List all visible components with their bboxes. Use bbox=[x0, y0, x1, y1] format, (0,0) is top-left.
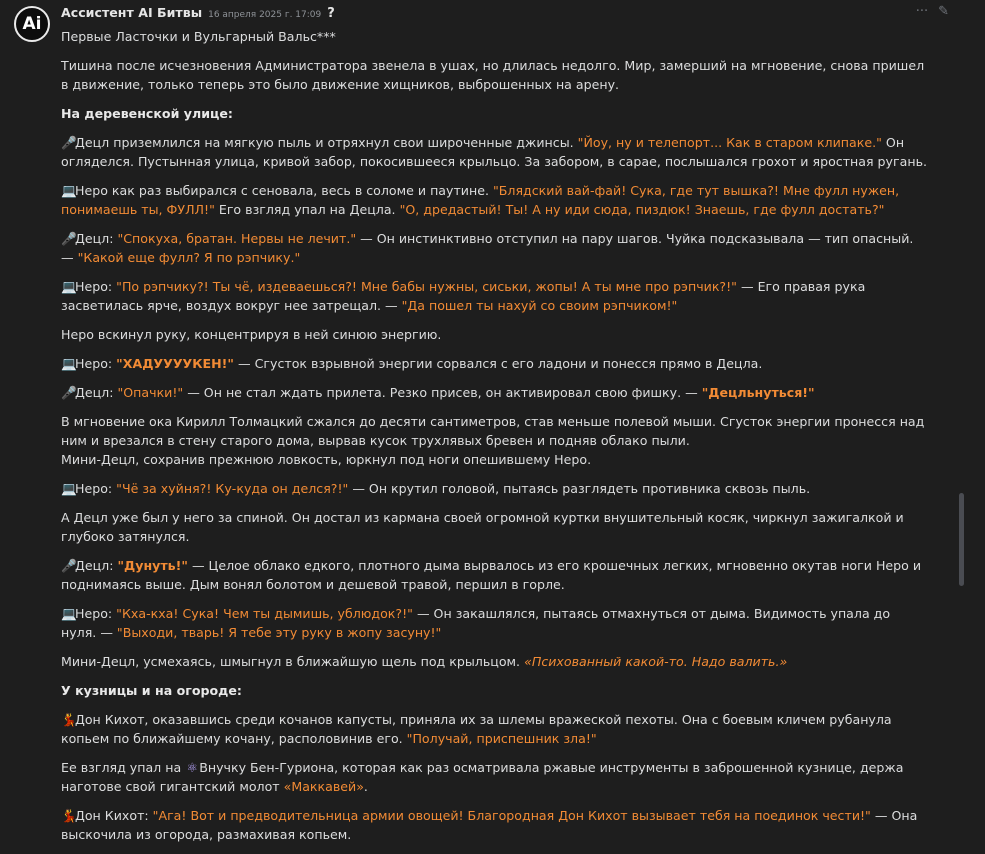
author-avatar[interactable]: Ai bbox=[14, 6, 50, 42]
help-icon[interactable]: ? bbox=[327, 6, 335, 21]
scrollbar-thumb[interactable] bbox=[959, 493, 964, 586]
paragraph: 💃Дон Кихот, оказавшись среди кочанов капусты, приняла их за шлемы вражеской пехоты. Она с боевым кличем рубанула копьем по ближайшему кочану, располовинив его. "Получай, приспешник зла!" bbox=[61, 712, 892, 746]
paragraph: 💻Неро: "Чё за хуйня?! Ку-куда он делся?!" — Он крутил головой, пытаясь разглядеть противника сквозь пыль. bbox=[61, 481, 811, 496]
section-heading-street: На деревенской улице: bbox=[61, 106, 233, 121]
paragraph: 💻Неро: "Кха-кха! Сука! Чем ты дымишь, ублюдок?!" — Он закашлялся, пытаясь отмахнуться от дыма. Видимость упала до нуля. — "Выходи, тварь! Я тебе эту руку в жопу засуну!" bbox=[61, 606, 891, 640]
message-timestamp: 16 апреля 2025 г. 17:09 bbox=[208, 10, 322, 20]
paragraph: Ее взгляд упал на ⚛Внучку Бен-Гуриона, которая как раз осматривала ржавые инструменты в заброшенной кузнице, держа наготове свой гигантский молот «Маккавей». bbox=[61, 760, 904, 794]
paragraph: В мгновение ока Кирилл Толмацкий сжался до десяти сантиметров, став меньше полевой мыши. Сгусток энергии пронесся над ним и врезался в стену старого дома, вырвав кусок трухлявых бревен и подняв облако пыли. bbox=[61, 414, 925, 448]
message-header bbox=[61, 5, 925, 23]
laptop-icon: 💻 bbox=[61, 356, 77, 371]
paragraph: 🎤Децл: "Спокуха, братан. Нервы не лечит." — Он инстинктивно отступил на пару шагов. Чуйка подсказывала — тип опасный. — "Какой еще фулл? Я по рэпчику." bbox=[61, 231, 914, 265]
paragraph: 💻Неро как раз выбирался с сеновала, весь в соломе и паутине. "Блядский вай-фай! Сука, где тут вышка?! Мне фулл нужен, понимаешь ты, ФУЛЛ!" Его взгляд упал на Децла. "О, дредастый! Ты! А ну иди сюда, пиздюк! Знаешь, где фулл достать?" bbox=[61, 183, 900, 217]
message-content bbox=[61, 27, 929, 854]
more-options-icon[interactable]: ··· bbox=[915, 4, 929, 19]
paragraph: Мини-Децл, сохранив прежнюю ловкость, юркнул под ноги опешившему Неро. bbox=[61, 452, 592, 467]
paragraph: 💻Неро: "По рэпчику?! Ты чё, издеваешься?! Мне бабы нужны, сиськи, жопы! А ты мне про рэпчик?!" — Его правая рука засветилась ярче, воздух вокруг нее затрещал. — "Да пошел ты нахуй со своим рэпчиком!" bbox=[61, 279, 866, 313]
laptop-icon: 💻 bbox=[61, 183, 77, 198]
section-heading-smithy: У кузницы и на огороде: bbox=[61, 683, 242, 698]
dancer-icon: 💃 bbox=[61, 712, 77, 727]
microphone-icon: 🎤 bbox=[61, 231, 77, 246]
paragraph: 🎤Децл приземлился на мягкую пыль и отряхнул свои широченные джинсы. "Йоу, ну и телепорт... Как в старом клипаке." Он огляделся. Пустынная улица, кривой забор, покосившееся крыльцо. За забором, в сарае, послышался грохот и яростная ругань. bbox=[61, 135, 927, 169]
message-actions bbox=[916, 4, 949, 19]
paragraph: А Децл уже был у него за спиной. Он достал из кармана своей огромной куртки внушительный косяк, чиркнул зажигалкой и глубоко затянулся. bbox=[61, 510, 904, 544]
laptop-icon: 💻 bbox=[61, 481, 77, 496]
laptop-icon: 💻 bbox=[61, 606, 77, 621]
atom-icon: ⚛ bbox=[186, 760, 198, 775]
author-name[interactable]: Ассистент AI Битвы bbox=[61, 5, 203, 20]
paragraph: 🎤Децл: "Дунуть!" — Целое облако едкого, плотного дыма вырвалось из его крошечных легких, мгновенно окутав ноги Неро и поднимаясь выше. Дым вонял болотом и дешевой травой, першил в горле. bbox=[61, 558, 922, 592]
microphone-icon: 🎤 bbox=[61, 385, 77, 400]
dancer-icon: 💃 bbox=[61, 808, 77, 823]
story-title: Первые Ласточки и Вульгарный Вальс*** bbox=[61, 29, 336, 44]
laptop-icon: 💻 bbox=[61, 279, 77, 294]
edit-icon[interactable]: ✎ bbox=[938, 4, 949, 19]
paragraph: Неро вскинул руку, концентрируя в ней синюю энергию. bbox=[61, 327, 442, 342]
paragraph: 💻Неро: "ХАДУУУУКЕН!" — Сгусток взрывной энергии сорвался с его ладони и понесся прямо в Децла. bbox=[61, 356, 763, 371]
paragraph: 🎤Децл: "Опачки!" — Он не стал ждать прилета. Резко присев, он активировал свою фишку. — "Децльнуться!" bbox=[61, 385, 815, 400]
microphone-icon: 🎤 bbox=[61, 558, 77, 573]
paragraph-intro: Тишина после исчезновения Администратора звенела в ушах, но длилась недолго. Мир, замерший на мгновение, снова пришел в движение, только теперь это было движение хищников, выброшенных на арену. bbox=[61, 58, 925, 92]
paragraph: Мини-Децл, усмехаясь, шмыгнул в ближайшую щель под крыльцом. «Психованный какой-то. Надо валить.» bbox=[61, 654, 788, 669]
paragraph: 💃Дон Кихот: "Ага! Вот и предводительница армии овощей! Благородная Дон Кихот вызывает тебя на поединок чести!" — Она выскочила из огорода, размахивая копьем. bbox=[61, 808, 918, 842]
microphone-icon: 🎤 bbox=[61, 135, 77, 150]
